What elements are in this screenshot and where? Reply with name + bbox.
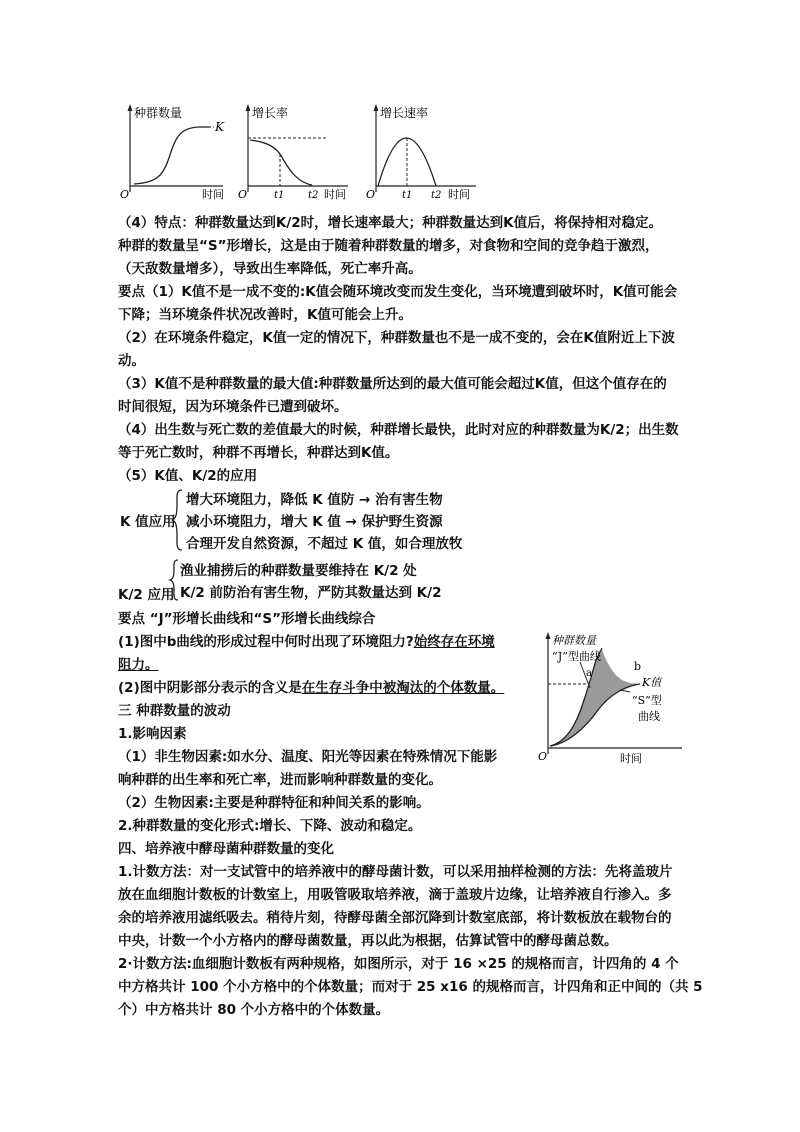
text-line: （2）生物因素:主要是种群特征和种间关系的影响。	[118, 795, 430, 811]
answer-2: 在生存斗争中被淘汰的个体数量。	[301, 680, 505, 696]
text-line: （2）在环境条件稳定，K值一定的情况下，种群数量也不是一成不变的，会在K值附近上下波	[118, 330, 675, 346]
section-heading: 三 种群数量的波动	[118, 703, 231, 719]
chart2-t1: t1	[274, 190, 285, 200]
growth-rate-chart	[236, 100, 356, 200]
k-application-item: 合理开发自然资源，不超过 K 值，如合理放牧	[186, 536, 463, 552]
k-application-label: K 值应用	[120, 514, 176, 530]
chart1-origin: O	[120, 188, 130, 200]
text-line: 个）中方格共计 80 个小方格中的个体数量。	[118, 1002, 390, 1018]
text-line: 动。	[118, 353, 145, 369]
chart4-j-label: “J”型曲线	[552, 650, 601, 663]
answer-1-cont: 阻力。	[118, 657, 159, 673]
text-line: （3）K值不是种群数量的最大值:种群数量所达到的最大值可能会超过K值，但这个值存在的	[118, 376, 667, 392]
j-s-curve-chart	[536, 630, 686, 766]
text-line: （天敌数量增多），导致出生率降低，死亡率升高。	[118, 261, 422, 277]
chart1-ylabel: 种群数量	[134, 106, 183, 120]
chart3-t2: t2	[431, 190, 442, 200]
s-curve-chart	[118, 100, 228, 200]
k2-application-item: 渔业捕捞后的种群数量要维持在 K/2 处	[180, 563, 417, 579]
question-2: (2)图中阴影部分表示的含义是	[118, 680, 302, 696]
k2-application-item: K/2 前防治有害生物，严防其数量达到 K/2	[180, 585, 442, 601]
chart4-s-label: “S”型	[632, 694, 662, 707]
text-line: （4）出生数与死亡数的差值最大的时候，种群增长最快，此时对应的种群数量为K/2；出生数	[118, 422, 679, 438]
growth-speed-chart	[364, 100, 484, 200]
chart2-origin: O	[238, 188, 248, 200]
text-line: 放在血细胞计数板的计数室上，用吸管吸取培养液，滴于盖玻片边缘，让培养液自行渗入。多	[118, 887, 672, 903]
chart3-ylabel: 增长速率	[380, 106, 429, 120]
chart4-s-label-2: 曲线	[638, 710, 660, 723]
text-line: 等于死亡数时，种群不再增长，种群达到K值。	[118, 445, 399, 461]
k2-application-label: K/2 应用	[118, 587, 175, 603]
chart3-origin: O	[366, 188, 376, 200]
text-line: 种群的数量呈“S”形增长，这是由于随着种群数量的增多，对食物和空间的竞争趋于激烈，	[118, 238, 659, 254]
chart1-xlabel: 时间	[202, 188, 224, 200]
chart3-t1: t1	[402, 190, 413, 200]
chart2-t2: t2	[308, 190, 319, 200]
section-heading: 四、培养液中酵母菌种群数量的变化	[118, 841, 334, 857]
text-line: 下降；当环境条件状况改善时，K值可能会上升。	[118, 307, 412, 323]
text-line: （5）K值、K/2的应用	[118, 468, 258, 484]
chart1-k-label: K	[215, 120, 224, 134]
text-line: 时间很短，因为环境条件已遭到破坏。	[118, 399, 348, 415]
chart4-b-label: b	[634, 660, 642, 673]
k-application-item: 减小环境阻力，增大 K 值 → 保护野生资源	[186, 514, 443, 530]
k-application-item: 增大环境阻力，降低 K 值防 → 治有害生物	[186, 492, 443, 508]
chart3-xlabel: 时间	[448, 188, 470, 200]
text-line: 1.影响因素	[118, 726, 187, 742]
chart2-ylabel: 增长率	[252, 106, 289, 120]
text-line	[118, 632, 495, 652]
text-line: 响种群的出生率和死亡率，进而影响种群数量的变化。	[118, 772, 442, 788]
text-line: 1.计数方法：对一支试管中的培养液中的酵母菌计数，可以采用抽样检测的方法：先将盖玻片	[118, 864, 673, 880]
chart2-xlabel: 时间	[324, 188, 346, 200]
brace-icon	[168, 558, 180, 602]
text-line: 要点（1）K值不是一成不变的:K值会随环境改变而发生变化，当环境遭到破坏时，K值可能会	[118, 284, 678, 300]
text-line: （1）非生物因素:如水分、温度、阳光等因素在特殊情况下能影	[118, 749, 498, 765]
chart4-k-label: K值	[642, 676, 662, 689]
chart4-origin: O	[538, 750, 548, 763]
answer-1: 始终存在环境	[413, 634, 495, 650]
chart4-xlabel: 时间	[620, 752, 642, 765]
text-line: 余的培养液用滤纸吸去。稍待片刻，待酵母菌全部沉降到计数室底部，将计数板放在载物台的	[118, 910, 672, 926]
brace-icon	[170, 488, 184, 552]
chart4-a-label: a	[586, 668, 592, 679]
text-line	[118, 678, 504, 698]
question-1: (1)图中b曲线的形成过程中何时出现了环境阻力?	[118, 634, 414, 650]
text-line: 2·计数方法:血细胞计数板有两种规格，如图所示，对于 16 ×25 的规格而言，计四角的 4 个	[118, 956, 679, 972]
text-line: 2.种群数量的变化形式:增长、下降、波动和稳定。	[118, 818, 422, 834]
chart4-ylabel: 种群数量	[552, 634, 596, 647]
text-line: （4）特点：种群数量达到K/2时，增长速率最大；种群数量达到K值后，将保持相对稳定。	[118, 215, 663, 231]
text-line: 要点 “J”形增长曲线和“S”形增长曲线综合	[118, 611, 376, 627]
text-line: 中央，计数一个小方格内的酵母菌数量，再以此为根据，估算试管中的酵母菌总数。	[118, 933, 618, 949]
text-line: 中方格共计 100 个小方格中的个体数量；而对于 25 x16 的规格而言，计四角和正中间的（共 5	[118, 979, 703, 995]
